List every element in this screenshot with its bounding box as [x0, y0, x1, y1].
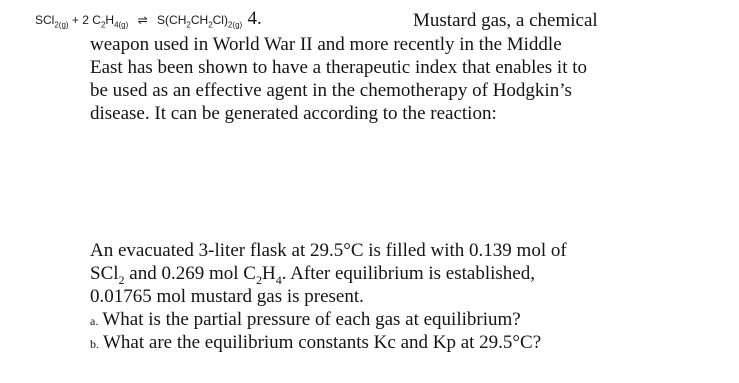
intro-line-5: disease. It can be generated according to the reaction: [90, 103, 497, 124]
equation-product: $S(CH_2CH_2Cl)_{2(g)}$ [157, 13, 243, 30]
question-part-a [90, 309, 521, 332]
intro-line-3: East has been shown to have a therapeutic index that enables it to [90, 57, 588, 78]
question-line-1: An evacuated 3-liter flask at 29.5°C is filled with 0.139 mol of [90, 240, 567, 261]
question-line-3: 0.01765 mol mustard gas is present. [90, 286, 364, 307]
part-a-text: What is the partial pressure of each gas at equilibrium? [102, 309, 521, 330]
intro-line-1: Mustard gas, a chemical [413, 10, 598, 31]
part-a-marker: a. [90, 314, 99, 328]
intro-line-4: be used as an effective agent in the chemotherapy of Hodgkin’s [90, 80, 572, 101]
equilibrium-arrow-icon: ⇌ [137, 13, 148, 27]
part-b-marker: b. [90, 337, 99, 351]
equation-reactant-c2h4: + 2 $C_2H_{4(g)}$ [71, 13, 129, 30]
intro-line-2: weapon used in World War II and more recently in the Middle [90, 34, 562, 55]
reaction-equation: SCl$_{2(g)}$ + 2 $C_2H_{4(g)}$ ⇌ $S(CH_2CH_2Cl)_{2(g)}$ 4. [35, 8, 262, 30]
equation-reactant-scl2: SCl [35, 13, 55, 27]
part-b-text: What are the equilibrium constants Kc and Kp at 29.5°C? [103, 332, 542, 353]
question-line-2: SCl$_2$ and 0.269 mol $C_2H_4$. After equilibrium is established, [90, 263, 535, 287]
question-part-b [90, 332, 541, 355]
problem-number: 4. [247, 8, 262, 29]
